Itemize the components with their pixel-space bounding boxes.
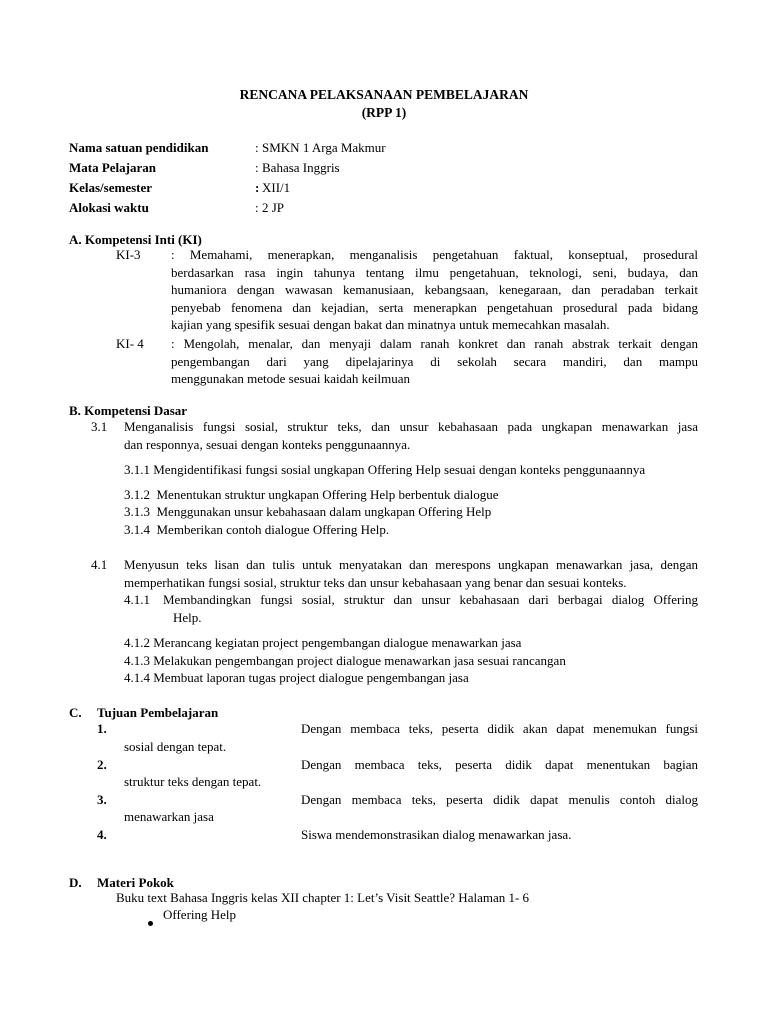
kd-line: dan responnya, sesuai dengan konteks penggunaannya. — [124, 436, 411, 452]
indicator-line: Membandingkan fungsi sosial, struktur dan unsur kebahasaan dari berbagai dialog Offering — [163, 592, 698, 607]
objective-number: 1. — [97, 721, 107, 736]
identity-separator: : — [255, 160, 259, 175]
ki-line: humaniora dengan wawasan kemanusiaan, kebangsaan, kenegaraan, dan peradaban terkait — [171, 282, 698, 297]
objective-number: 2. — [97, 757, 107, 772]
indicator-number: 4.1.1 — [124, 592, 150, 607]
identity-value: XII/1 — [262, 180, 291, 195]
objective-text — [301, 756, 698, 774]
indicator-text — [163, 591, 698, 626]
ki-line: kajian yang spesifik sesuai dengan bakat dan minatnya untuk memecahkan masalah. — [171, 317, 610, 332]
section-c-heading: Tujuan Pembelajaran — [97, 705, 219, 720]
indicator-number: 3.1.1 — [124, 462, 150, 477]
kd-line: Menganalisis fungsi sosial, struktur teks, dan unsur kebahasaan pada ungkapan menawarkan jasa — [124, 419, 698, 434]
indicator-number: 4.1.3 — [124, 653, 150, 668]
kd-text — [124, 556, 698, 591]
indicator-number: 4.1.2 — [124, 635, 150, 650]
kd-number: 4.1 — [91, 557, 108, 572]
ki-line: menggunakan metode sesuai kaidah keilmuan — [171, 371, 410, 386]
materi-text: Buku text Bahasa Inggris kelas XII chapter 1: Let’s Visit Seattle? Halaman 1- 6 — [116, 890, 530, 905]
identity-label: Mata Pelajaran — [69, 160, 157, 175]
indicator-item — [124, 652, 566, 670]
objective-line: Dengan membaca teks, peserta didik dapat menentukan bagian — [301, 757, 698, 772]
indicator-text: Memberikan contoh dialogue Offering Help. — [156, 522, 390, 537]
kd-line: memperhatikan fungsi sosial, struktur teks dan unsur kebahasaan yang benar dan sesuai konteks. — [124, 574, 627, 590]
identity-block — [69, 139, 569, 219]
ki-line: : Memahami, menerapkan, menganalisis pengetahuan faktual, konseptual, prosedural — [171, 247, 698, 262]
identity-separator: : — [255, 180, 260, 195]
ki-line: berdasarkan rasa ingin tahunya tentang ilmu pengetahuan, teknologi, seni, budaya, dan — [171, 264, 698, 280]
ki-code: KI- 4 — [116, 336, 144, 351]
indicator-number: 3.1.2 — [124, 487, 150, 502]
identity-label: Kelas/semester — [69, 180, 153, 195]
indicator-item — [124, 461, 645, 479]
indicator-text: Membuat laporan tugas project dialogue pengembangan jasa — [153, 670, 469, 685]
indicator-number: 3.1.4 — [124, 522, 150, 537]
objective-number: 3. — [97, 792, 107, 807]
ki-line: penyebab fenomena dan kejadian, serta menerapkan pengetahuan prosedural pada bidang — [171, 299, 698, 315]
identity-value: SMKN 1 Arga Makmur — [262, 140, 386, 155]
indicator-item — [124, 669, 469, 687]
indicator-item — [124, 503, 491, 521]
identity-label: Alokasi waktu — [69, 200, 149, 215]
identity-row — [69, 199, 569, 219]
objective-text: Siswa mendemonstrasikan dialog menawarkan jasa. — [301, 827, 572, 842]
section-d-letter: D. — [69, 875, 82, 890]
identity-separator: : — [255, 140, 259, 155]
indicator-item — [124, 486, 499, 504]
ki-text — [171, 335, 698, 388]
identity-label: Nama satuan pendidikan — [69, 140, 209, 155]
section-c-letter: C. — [69, 705, 82, 720]
section-d-heading: Materi Pokok — [97, 875, 174, 890]
indicator-number: 4.1.4 — [124, 670, 150, 685]
ki-text — [171, 246, 698, 334]
objective-continuation: struktur teks dengan tepat. — [124, 774, 262, 789]
identity-row — [69, 179, 569, 199]
indicator-number: 3.1.3 — [124, 504, 150, 519]
bullet-icon — [148, 913, 153, 931]
identity-separator: : — [255, 200, 259, 215]
document-subtitle: (RPP 1) — [361, 105, 407, 120]
objective-text — [301, 791, 698, 809]
document-title: RENCANA PELAKSANAAN PEMBELAJARAN — [239, 87, 529, 102]
objective-number: 4. — [97, 827, 107, 842]
kd-text — [124, 418, 698, 453]
indicator-item — [124, 521, 389, 539]
indicator-text: Mengidentifikasi fungsi sosial ungkapan Offering Help sesuai dengan konteks penggunaannya — [153, 462, 646, 477]
identity-row — [69, 139, 569, 159]
kd-number: 3.1 — [91, 419, 108, 434]
section-a-heading: A. Kompetensi Inti (KI) — [69, 232, 202, 247]
ki-line: pengembangan dari yang dipelajarinya di sekolah secara mandiri, dan mampu — [171, 353, 698, 369]
objective-line: Dengan membaca teks, peserta didik dapat menulis contoh dialog — [301, 792, 698, 807]
objective-continuation: sosial dengan tepat. — [124, 739, 227, 754]
indicator-text: Menggunakan unsur kebahasaan dalam ungkapan Offering Help — [156, 504, 492, 519]
identity-row — [69, 159, 569, 179]
objective-line: Dengan membaca teks, peserta didik akan dapat menemukan fungsi — [301, 721, 698, 736]
identity-value: Bahasa Inggris — [262, 160, 340, 175]
bullet-item: Offering Help — [163, 907, 237, 922]
kd-line: Menyusun teks lisan dan tulis untuk menyatakan dan merespons ungkapan menawarkan jasa, dengan — [124, 557, 698, 572]
ki-line: : Mengolah, menalar, dan menyaji dalam ranah konkret dan ranah abstrak terkait dengan — [171, 336, 698, 351]
ki-code: KI-3 — [116, 247, 141, 262]
indicator-line: Help. — [173, 609, 202, 625]
indicator-item — [124, 634, 521, 652]
identity-value: 2 JP — [262, 200, 285, 215]
objective-continuation: menawarkan jasa — [124, 809, 214, 824]
objective-text — [301, 720, 698, 738]
indicator-text: Melakukan pengembangan project dialogue menawarkan jasa sesuai rancangan — [153, 653, 566, 668]
indicator-text: Menentukan struktur ungkapan Offering Help berbentuk dialogue — [156, 487, 499, 502]
section-b-heading: B. Kompetensi Dasar — [69, 403, 188, 418]
indicator-text: Merancang kegiatan project pengembangan dialogue menawarkan jasa — [153, 635, 522, 650]
